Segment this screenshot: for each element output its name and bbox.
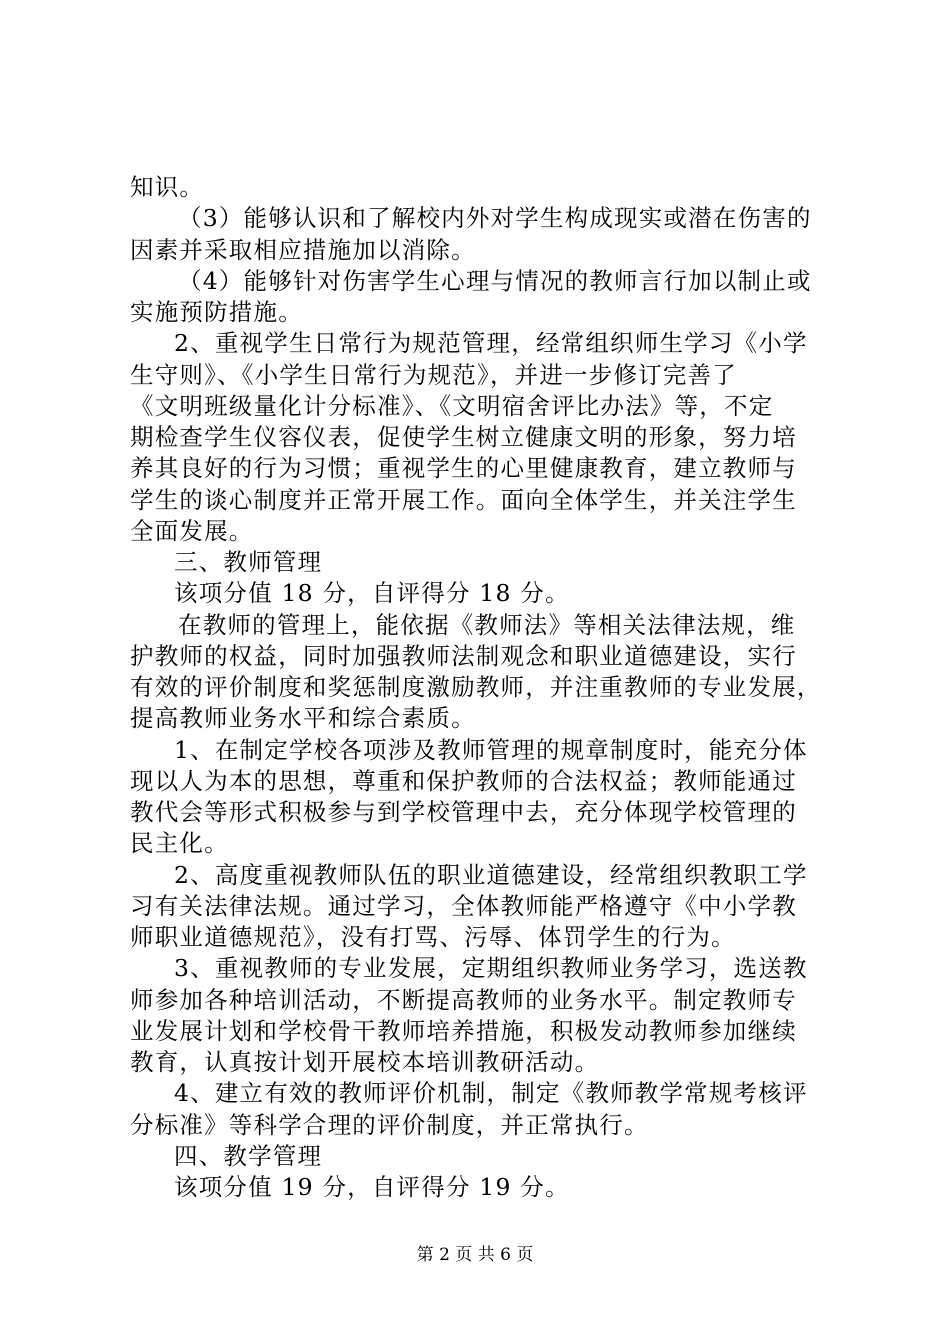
text-line: 3、重视教师的专业发展，定期组织教师业务学习，选送教 [174,954,808,983]
text-line: 实施预防措施。 [130,298,303,326]
body-text [130,172,850,1203]
text-line: 护教师的权益，同时加强教师法制观念和职业道德建设，实行 [130,641,797,670]
text-line: 在教师的管理上，能依据《教师法》等相关法律法规，维 [178,610,796,639]
text-line: 养其良好的行为习惯；重视学生的心里健康教育，建立教师与 [130,454,797,483]
text-line: 师参加各种培训活动，不断提高教师的业务水平。制定教师专 [130,985,797,1014]
text-line: 该项分值 19 分，自评得分 19 分。 [174,1173,570,1201]
text-line: 民主化。 [130,829,229,858]
text-line: 提高教师业务水平和综合素质。 [130,704,476,733]
text-line: 1、在制定学校各项涉及教师管理的规章制度时，能充分体 [174,735,808,764]
text-line: （4）能够针对伤害学生心理与情况的教师言行加以制止或 [178,266,812,295]
text-line: 4、建立有效的教师评价机制，制定《教师教学常规考核评 [174,1079,808,1108]
text-line: 该项分值 18 分，自评得分 18 分。 [174,579,570,608]
text-line: 2、高度重视教师队伍的职业道德建设，经常组织教职工学 [174,860,808,889]
text-line: 《文明班级量化计分标准》、《文明宿舍评比办法》等，不定 [130,391,774,420]
text-line: 因素并采取相应措施加以消除。 [130,235,476,264]
text-line: 现以人为本的思想，尊重和保护教师的合法权益；教师能通过 [130,766,797,795]
text-line: 全面发展。 [130,516,254,545]
text-line: 分标准》等科学合理的评价制度，并正常执行。 [130,1110,649,1139]
text-line: 业发展计划和学校骨干教师培养措施，积极发动教师参加继续 [130,1016,797,1045]
text-line: 知识。 [130,173,205,201]
text-line: 期检查学生仪容仪表，促使学生树立健康文明的形象，努力培 [130,423,797,451]
text-line: 习有关法律法规。通过学习，全体教师能严格遵守《中小学教 [130,891,797,920]
text-line: 有效的评价制度和奖惩制度激励教师，并注重教师的专业发展， [130,673,822,701]
text-line: 教育，认真按计划开展校本培训教研活动。 [130,1048,600,1076]
text-line: 教代会等形式积极参与到学校管理中去，充分体现学校管理的 [130,798,797,826]
text-line: 三、教师管理 [174,548,323,576]
text-line: 生守则》、《小学生日常行为规范》，并进一步修订完善了 [130,360,737,389]
text-line: 四、教学管理 [174,1141,323,1170]
page-footer: 第 2 页 共 6 页 [416,1245,534,1265]
text-line: 师职业道德规范》，没有打骂、污辱、体罚学生的行为。 [130,923,736,951]
text-line: 2、重视学生日常行为规范管理，经常组织师生学习《小学 [174,329,808,358]
text-line: 学生的谈心制度并正常开展工作。面向全体学生，并关注学生 [130,485,797,514]
text-line: （3）能够认识和了解校内外对学生构成现实或潜在伤害的 [178,204,812,233]
